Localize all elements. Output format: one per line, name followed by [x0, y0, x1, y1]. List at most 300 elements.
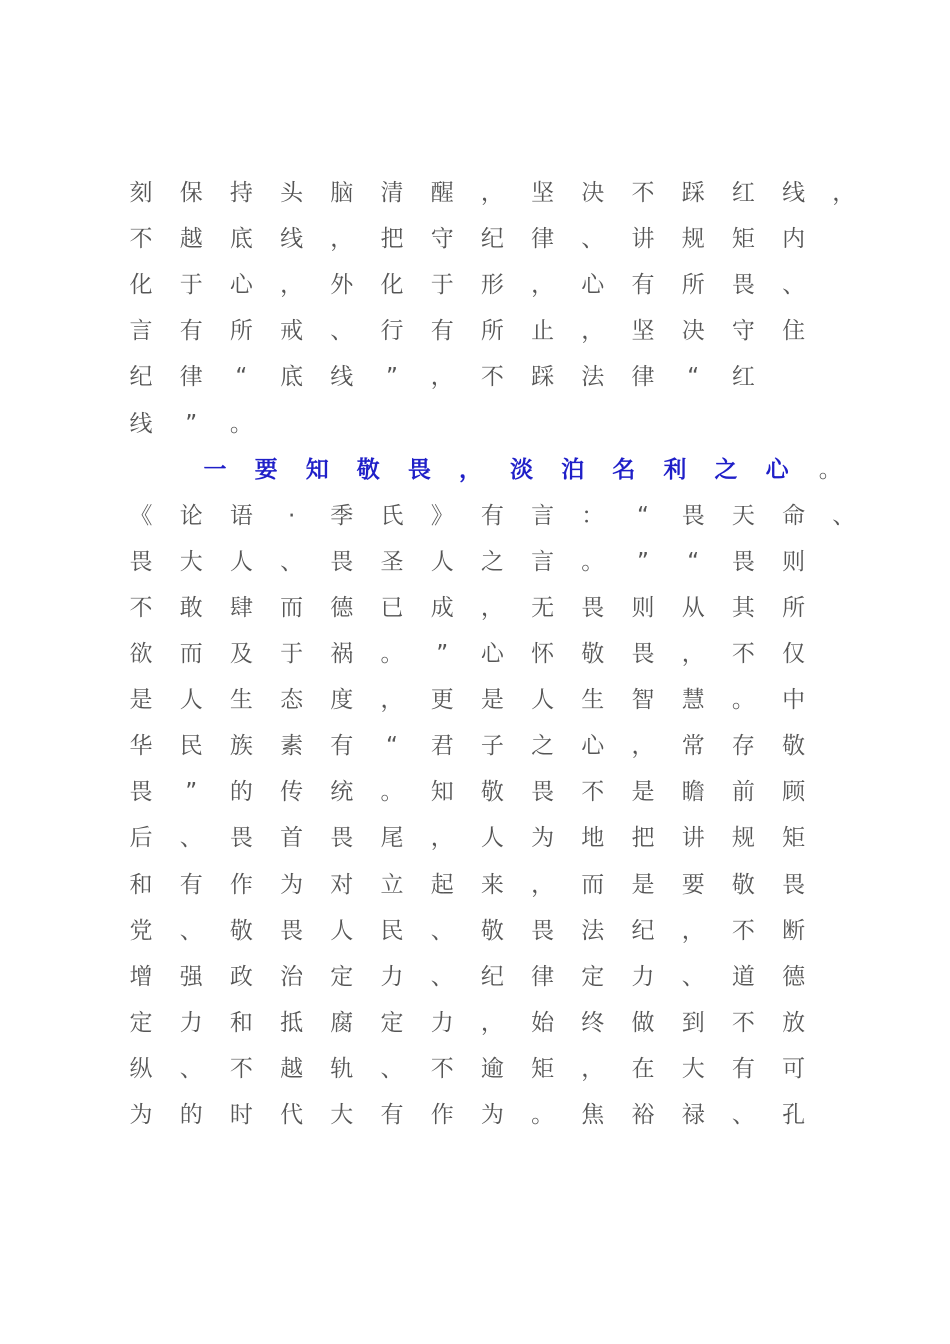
- text-glyph: 和: [229, 1009, 253, 1036]
- text-glyph: 底: [280, 364, 304, 391]
- text-glyph: ，: [581, 1055, 605, 1082]
- text-glyph: 祸: [330, 641, 354, 667]
- text-glyph: 定: [330, 963, 354, 990]
- text-glyph: 有: [380, 1102, 404, 1128]
- text-glyph: 其: [731, 594, 755, 621]
- text-glyph: 作: [229, 871, 253, 898]
- text-glyph: 名: [612, 456, 636, 483]
- text-glyph: 政: [229, 963, 253, 990]
- text-glyph: 为: [480, 1102, 504, 1128]
- text-glyph: 、: [280, 548, 304, 575]
- text-glyph: 、: [179, 917, 203, 944]
- text-glyph: 不: [129, 594, 153, 621]
- text-glyph: 戒: [280, 318, 304, 345]
- text-glyph: ，: [480, 180, 504, 206]
- text-glyph: ：: [581, 502, 605, 529]
- text-glyph: 到: [681, 1009, 705, 1036]
- text-glyph: 把: [631, 825, 655, 852]
- text-glyph: 终: [581, 1009, 605, 1036]
- text-glyph: 为: [531, 825, 555, 852]
- text-glyph: 度: [330, 687, 354, 714]
- paragraph-line: [0, 685, 950, 715]
- text-glyph: 之: [714, 456, 738, 483]
- text-glyph: 可: [782, 1055, 806, 1082]
- text-glyph: 定: [581, 963, 605, 990]
- text-glyph: 是: [631, 871, 655, 898]
- text-glyph: 化: [129, 272, 153, 299]
- paragraph-line: [0, 916, 950, 946]
- text-glyph: 之: [531, 733, 555, 760]
- text-glyph: 已: [380, 594, 404, 621]
- text-glyph: 讲: [681, 825, 705, 852]
- text-glyph: 传: [280, 779, 304, 806]
- text-glyph: 强: [179, 963, 203, 990]
- text-glyph: 在: [631, 1055, 655, 1082]
- text-glyph: 是: [480, 687, 504, 714]
- text-glyph: 《: [129, 502, 153, 529]
- text-glyph: 首: [280, 825, 304, 852]
- paragraph-line: [0, 962, 950, 992]
- text-glyph: 中: [782, 687, 806, 714]
- paragraph-line: [0, 501, 950, 531]
- text-glyph: 于: [430, 272, 454, 299]
- text-glyph: 有: [731, 1055, 755, 1082]
- paragraph-line: [0, 1054, 950, 1084]
- text-glyph: 论: [179, 502, 203, 529]
- text-glyph: ，: [280, 272, 304, 299]
- text-glyph: 。: [531, 1102, 555, 1128]
- text-glyph: 敬: [782, 733, 806, 760]
- text-glyph: 踩: [531, 364, 555, 391]
- text-glyph: 仅: [782, 641, 806, 667]
- text-glyph: 力: [430, 1009, 454, 1036]
- text-glyph: 德: [782, 963, 806, 990]
- text-glyph: 的: [179, 1102, 203, 1128]
- text-glyph: 治: [280, 963, 304, 990]
- text-glyph: 前: [731, 779, 755, 806]
- text-glyph: ，: [581, 318, 605, 345]
- text-glyph: 人: [179, 687, 203, 714]
- text-glyph: 时: [229, 1102, 253, 1128]
- text-glyph: 线: [330, 364, 354, 391]
- text-glyph: ，: [681, 641, 705, 667]
- text-glyph: ，: [430, 825, 454, 852]
- text-glyph: 畏: [229, 825, 253, 852]
- text-glyph: 言: [129, 318, 153, 345]
- text-glyph: ”: [185, 410, 198, 437]
- text-glyph: 来: [480, 871, 504, 898]
- text-glyph: 畏: [280, 917, 304, 944]
- text-glyph: 线: [280, 226, 304, 253]
- text-glyph: 抵: [280, 1009, 304, 1036]
- paragraph-line: [0, 777, 950, 807]
- text-glyph: 起: [430, 871, 454, 898]
- text-glyph: 畏: [531, 779, 555, 806]
- text-glyph: 定: [380, 1009, 404, 1036]
- text-glyph: 不: [631, 180, 655, 206]
- text-glyph: ，: [832, 180, 856, 206]
- text-glyph: 所: [681, 272, 705, 299]
- paragraph-line: [0, 270, 950, 300]
- text-glyph: 决: [581, 180, 605, 206]
- text-glyph: 氏: [380, 502, 404, 529]
- text-glyph: “: [637, 502, 649, 529]
- text-glyph: 。: [731, 687, 755, 714]
- text-glyph: 和: [129, 871, 153, 898]
- text-glyph: 化: [380, 272, 404, 299]
- text-glyph: 线: [129, 410, 153, 437]
- text-glyph: 刻: [129, 180, 153, 206]
- text-glyph: 》: [430, 502, 454, 529]
- text-glyph: 有: [631, 272, 655, 299]
- text-glyph: 肆: [229, 594, 253, 621]
- text-glyph: 无: [531, 594, 555, 621]
- text-glyph: 矩: [731, 226, 755, 253]
- text-glyph: ”: [185, 779, 198, 806]
- text-glyph: 人: [531, 687, 555, 714]
- text-glyph: 不: [731, 917, 755, 944]
- text-glyph: 而: [179, 641, 203, 667]
- text-glyph: 欲: [129, 641, 153, 667]
- text-glyph: 淡: [510, 456, 534, 483]
- text-glyph: 畏: [731, 272, 755, 299]
- text-glyph: 讲: [631, 226, 655, 253]
- text-glyph: 从: [681, 594, 705, 621]
- text-glyph: 为: [280, 871, 304, 898]
- text-glyph: 统: [330, 779, 354, 806]
- text-glyph: 力: [631, 963, 655, 990]
- text-glyph: 之: [480, 548, 504, 575]
- text-glyph: 敬: [731, 871, 755, 898]
- text-glyph: 线: [782, 180, 806, 206]
- paragraph-line: [0, 639, 950, 669]
- text-glyph: 纪: [129, 364, 153, 391]
- text-glyph: ”: [386, 364, 398, 391]
- text-glyph: 纪: [480, 226, 504, 253]
- text-glyph: 代: [280, 1102, 304, 1128]
- text-glyph: 、: [681, 963, 705, 990]
- text-glyph: 畏: [129, 779, 153, 806]
- text-glyph: 。: [229, 410, 253, 437]
- text-glyph: 律: [631, 364, 655, 391]
- text-glyph: 一: [203, 456, 227, 483]
- text-glyph: 轨: [330, 1055, 354, 1082]
- text-glyph: 所: [782, 594, 806, 621]
- text-glyph: 人: [480, 825, 504, 852]
- text-glyph: 行: [380, 318, 404, 345]
- text-glyph: 有: [179, 318, 203, 345]
- text-glyph: 不: [581, 779, 605, 806]
- text-glyph: 、: [179, 1055, 203, 1082]
- text-glyph: 道: [731, 963, 755, 990]
- text-glyph: 焦: [581, 1102, 605, 1128]
- text-glyph: 存: [731, 733, 755, 760]
- text-glyph: 心: [229, 272, 253, 299]
- text-glyph: 敬: [581, 641, 605, 667]
- text-glyph: 头: [280, 180, 304, 206]
- text-glyph: 尾: [380, 825, 404, 852]
- text-glyph: 立: [380, 871, 404, 898]
- text-glyph: 不: [480, 364, 504, 391]
- text-glyph: 所: [480, 318, 504, 345]
- paragraph-line: [0, 178, 950, 208]
- text-glyph: ，: [631, 733, 655, 760]
- text-glyph: 、: [179, 825, 203, 852]
- text-glyph: ，: [480, 594, 504, 621]
- text-glyph: 人: [430, 548, 454, 575]
- paragraph-line: [0, 823, 950, 853]
- text-glyph: 敬: [480, 917, 504, 944]
- text-glyph: 为: [129, 1102, 153, 1128]
- paragraph-line: [0, 547, 950, 577]
- text-glyph: 怀: [531, 641, 555, 667]
- paragraph-line: [0, 731, 950, 761]
- text-glyph: 党: [129, 917, 153, 944]
- text-glyph: 更: [430, 687, 454, 714]
- heading-tail-punctuation: 。: [818, 456, 842, 483]
- text-glyph: 持: [229, 180, 253, 206]
- text-glyph: 态: [280, 687, 304, 714]
- text-glyph: 瞻: [681, 779, 705, 806]
- text-glyph: “: [386, 733, 398, 760]
- text-glyph: 坚: [531, 180, 555, 206]
- text-glyph: 德: [330, 594, 354, 621]
- text-glyph: 止: [531, 318, 555, 345]
- text-glyph: 畏: [531, 917, 555, 944]
- text-glyph: 智: [631, 687, 655, 714]
- text-glyph: 畏: [129, 548, 153, 575]
- paragraph-line: [0, 1008, 950, 1038]
- text-glyph: “: [687, 364, 700, 391]
- text-glyph: 而: [280, 594, 304, 621]
- text-glyph: 、: [782, 272, 806, 299]
- text-glyph: 定: [129, 1009, 153, 1036]
- text-glyph: 心: [480, 641, 504, 667]
- text-glyph: 敬: [229, 917, 253, 944]
- text-glyph: 慧: [681, 687, 705, 714]
- text-glyph: 心: [581, 733, 605, 760]
- text-glyph: 大: [681, 1055, 705, 1082]
- text-glyph: 则: [631, 594, 655, 621]
- text-glyph: 规: [731, 825, 755, 852]
- text-glyph: 腐: [330, 1009, 354, 1036]
- text-glyph: 矩: [782, 825, 806, 852]
- text-glyph: 畏: [330, 548, 354, 575]
- paragraph-line: [0, 593, 950, 623]
- text-glyph: 始: [531, 1009, 555, 1036]
- text-glyph: ”: [436, 641, 449, 667]
- text-glyph: 季: [330, 502, 354, 529]
- text-glyph: 的: [229, 779, 253, 806]
- text-glyph: 及: [229, 641, 253, 667]
- text-glyph: 纪: [480, 963, 504, 990]
- text-glyph: 外: [330, 272, 354, 299]
- text-glyph: 常: [681, 733, 705, 760]
- text-glyph: 心: [581, 272, 605, 299]
- text-glyph: 畏: [681, 502, 705, 529]
- text-glyph: “: [687, 548, 700, 575]
- text-glyph: 敬: [356, 456, 380, 483]
- text-glyph: 有: [179, 871, 203, 898]
- text-glyph: 圣: [380, 548, 404, 575]
- text-glyph: 决: [681, 318, 705, 345]
- text-glyph: 律: [531, 226, 555, 253]
- text-glyph: 不: [129, 226, 153, 253]
- text-glyph: 素: [280, 733, 304, 760]
- text-glyph: 形: [480, 272, 504, 299]
- text-glyph: 泊: [561, 456, 585, 483]
- text-glyph: 有: [430, 318, 454, 345]
- text-glyph: 畏: [731, 548, 755, 575]
- text-glyph: 知: [430, 779, 454, 806]
- text-glyph: 、: [581, 226, 605, 253]
- text-glyph: 不: [229, 1055, 253, 1082]
- text-glyph: 纪: [631, 917, 655, 944]
- text-glyph: 纵: [129, 1055, 153, 1082]
- text-glyph: 言: [531, 502, 555, 529]
- text-glyph: ，: [330, 226, 354, 253]
- text-glyph: 断: [782, 917, 806, 944]
- text-glyph: 力: [380, 963, 404, 990]
- text-glyph: 。: [380, 779, 404, 806]
- text-glyph: 守: [430, 226, 454, 253]
- text-glyph: 顾: [782, 779, 806, 806]
- text-glyph: ，: [531, 871, 555, 898]
- text-glyph: 住: [782, 318, 806, 345]
- paragraph-line: [0, 224, 950, 254]
- text-glyph: 子: [480, 733, 504, 760]
- text-glyph: 律: [531, 963, 555, 990]
- text-glyph: 法: [581, 364, 605, 391]
- text-glyph: 要: [681, 871, 705, 898]
- text-glyph: 对: [330, 871, 354, 898]
- text-glyph: 保: [179, 180, 203, 206]
- text-glyph: 醒: [430, 180, 454, 206]
- text-glyph: 、: [330, 318, 354, 345]
- text-glyph: 清: [380, 180, 404, 206]
- text-glyph: 后: [129, 825, 153, 852]
- text-glyph: 底: [229, 226, 253, 253]
- text-glyph: 裕: [631, 1102, 655, 1128]
- text-glyph: 畏: [581, 594, 605, 621]
- text-glyph: 大: [179, 548, 203, 575]
- text-glyph: 。: [581, 548, 605, 575]
- text-glyph: 命: [782, 502, 806, 529]
- text-glyph: 红: [731, 180, 755, 206]
- text-glyph: 畏: [782, 871, 806, 898]
- text-glyph: 君: [430, 733, 454, 760]
- text-glyph: 矩: [531, 1055, 555, 1082]
- text-glyph: 不: [731, 1009, 755, 1036]
- text-glyph: 越: [179, 226, 203, 253]
- text-glyph: ，: [430, 364, 454, 391]
- text-glyph: 脑: [330, 180, 354, 206]
- text-glyph: 、: [380, 1055, 404, 1082]
- text-glyph: 是: [631, 779, 655, 806]
- text-glyph: ，: [480, 1009, 504, 1036]
- text-glyph: 言: [531, 548, 555, 575]
- text-glyph: 增: [129, 963, 153, 990]
- paragraph-line: [0, 362, 950, 392]
- paragraph-line: [0, 870, 950, 900]
- text-glyph: 、: [430, 917, 454, 944]
- text-glyph: 逾: [480, 1055, 504, 1082]
- text-glyph: 、: [430, 963, 454, 990]
- paragraph-line: [0, 316, 950, 346]
- text-glyph: 律: [179, 364, 203, 391]
- text-glyph: 所: [229, 318, 253, 345]
- text-glyph: 生: [581, 687, 605, 714]
- text-glyph: 孔: [782, 1102, 806, 1128]
- text-glyph: 于: [179, 272, 203, 299]
- text-glyph: 地: [581, 825, 605, 852]
- text-glyph: ·: [287, 502, 296, 529]
- text-glyph: 作: [430, 1102, 454, 1128]
- text-glyph: 、: [731, 1102, 755, 1128]
- paragraph-line: [0, 1100, 950, 1130]
- text-glyph: 有: [480, 502, 504, 529]
- text-glyph: 内: [782, 226, 806, 253]
- text-glyph: 力: [179, 1009, 203, 1036]
- section-heading: [0, 455, 950, 485]
- text-glyph: ，: [531, 272, 555, 299]
- text-glyph: 知: [305, 456, 329, 483]
- text-glyph: 人: [229, 548, 253, 575]
- text-glyph: “: [235, 364, 248, 391]
- text-glyph: 而: [581, 871, 605, 898]
- text-glyph: 不: [430, 1055, 454, 1082]
- text-glyph: 成: [430, 594, 454, 621]
- text-glyph: ”: [637, 548, 649, 575]
- text-glyph: 畏: [407, 456, 431, 483]
- text-glyph: 敢: [179, 594, 203, 621]
- text-glyph: 族: [229, 733, 253, 760]
- text-glyph: 有: [330, 733, 354, 760]
- text-glyph: 敬: [480, 779, 504, 806]
- text-glyph: 于: [280, 641, 304, 667]
- text-glyph: 畏: [631, 641, 655, 667]
- text-glyph: 越: [280, 1055, 304, 1082]
- text-glyph: 把: [380, 226, 404, 253]
- text-glyph: 大: [330, 1102, 354, 1128]
- text-glyph: 。: [380, 641, 404, 667]
- text-glyph: 民: [179, 733, 203, 760]
- text-glyph: 规: [681, 226, 705, 253]
- text-glyph: 人: [330, 917, 354, 944]
- text-glyph: 坚: [631, 318, 655, 345]
- text-glyph: 红: [731, 364, 755, 391]
- text-glyph: 法: [581, 917, 605, 944]
- text-glyph: ，: [459, 456, 482, 483]
- text-glyph: 不: [731, 641, 755, 667]
- text-glyph: 生: [229, 687, 253, 714]
- text-glyph: 则: [782, 548, 806, 575]
- text-glyph: ，: [380, 687, 404, 714]
- text-glyph: 守: [731, 318, 755, 345]
- text-glyph: 踩: [681, 180, 705, 206]
- text-glyph: 做: [631, 1009, 655, 1036]
- text-glyph: 民: [380, 917, 404, 944]
- text-glyph: 天: [731, 502, 755, 529]
- text-glyph: 、: [832, 502, 856, 529]
- text-glyph: 放: [782, 1009, 806, 1036]
- text-glyph: 畏: [330, 825, 354, 852]
- text-glyph: 是: [129, 687, 153, 714]
- text-glyph: 语: [229, 502, 253, 529]
- text-glyph: 禄: [681, 1102, 705, 1128]
- text-glyph: 利: [663, 456, 687, 483]
- paragraph-line: [0, 409, 950, 439]
